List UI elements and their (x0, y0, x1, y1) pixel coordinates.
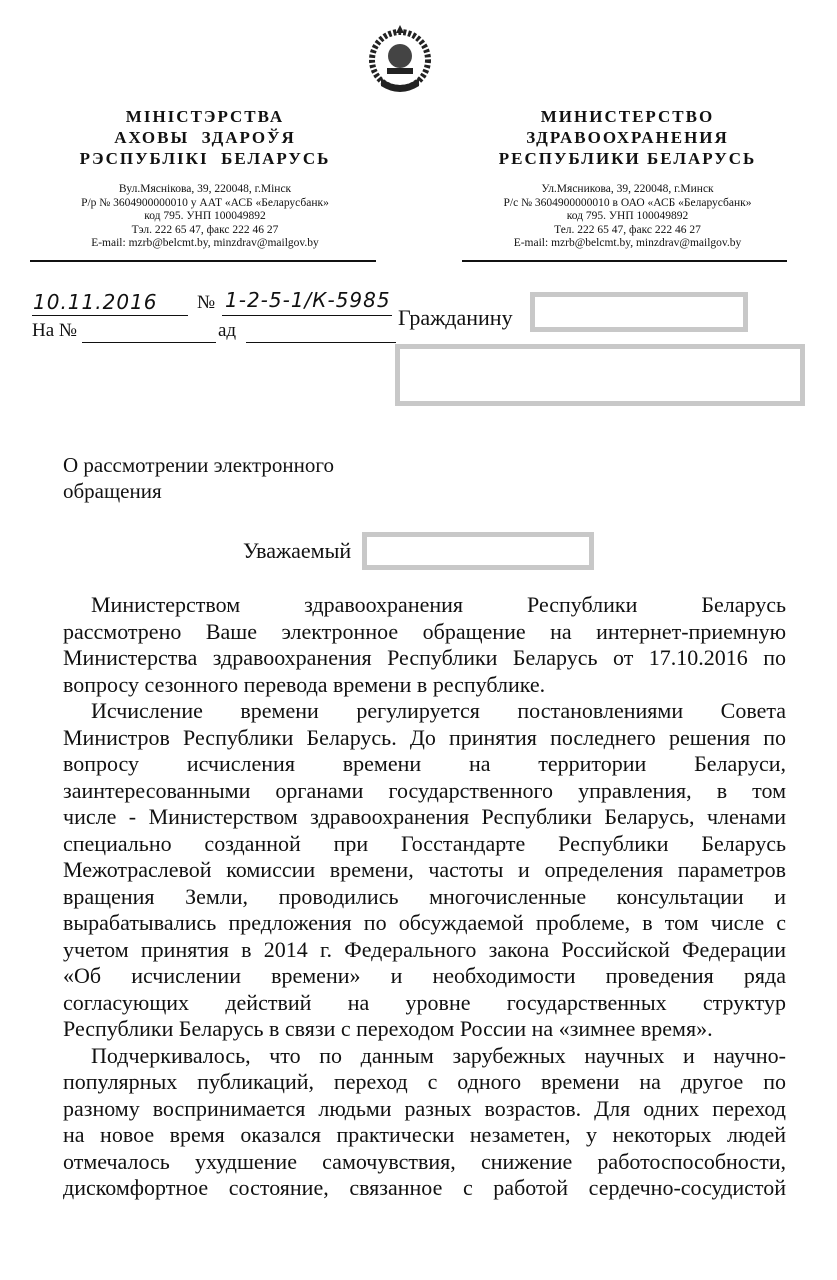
title-line: РЕСПУБЛИКИ БЕЛАРУСЬ (498, 149, 757, 168)
body-line: вращения Земли, проводились многочисленные консультации и (63, 883, 786, 909)
letter-date: 10.11.2016 (33, 290, 158, 314)
reply-date-underline (246, 341, 396, 343)
body-line: Республики Беларусь в связи с переходом России на «зимнее время». (63, 1016, 713, 1041)
body-line: Подчеркивалось, что по данным зарубежных научных и научно- (91, 1042, 786, 1068)
header-divider-left (30, 260, 376, 262)
title-line: МІНІСТЭРСТВА (125, 107, 285, 126)
title-line: АХОВЫ ЗДАРОЎЯ (114, 128, 296, 147)
address-line: Тел. 222 65 47, факс 222 46 27 (554, 223, 701, 236)
state-emblem-icon (367, 20, 433, 100)
body-line: вопросу исчисления времени на территории Беларуси, (63, 751, 786, 776)
reply-number-underline (82, 341, 216, 343)
address-block-ru (455, 183, 800, 251)
body-line: Исчисление времени регулируется постановлениями Совета (91, 698, 786, 723)
number-label: № (197, 292, 216, 313)
reply-date-label: ад (218, 320, 237, 341)
redacted-address (395, 344, 805, 406)
body-line: вырабатывались предложения по обсуждаемой проблеме, в том числе с (63, 910, 786, 935)
letter-number: 1-2-5-1/К-5985 (225, 288, 391, 312)
address-line: код 795. УНП 100049892 (566, 210, 689, 222)
subject-line: обращения (63, 479, 162, 503)
address-block-by (40, 183, 370, 251)
body-line: вопросу сезонного перевода времени в республике. (63, 671, 546, 697)
redacted-name (530, 292, 748, 332)
header-belarusian (40, 106, 370, 251)
body-line: Министерства здравоохранения Республики Беларусь от 17.10.2016 по (63, 645, 786, 670)
title-line: ЗДРАВООХРАНЕНИЯ (526, 128, 729, 147)
body-line: на новое время оказался практически незаметен, у некоторых людей (63, 1122, 786, 1147)
body-line: числе - Министерством здравоохранения Республики Беларусь, членами (63, 804, 786, 829)
address-line: код 795. УНП 100049892 (144, 210, 266, 222)
body-line: разному воспринимается людьми разных возрастов. Для одних переход (63, 1095, 786, 1121)
body-line: Министерством здравоохранения Республики Беларусь (91, 592, 786, 617)
body-line: «Об исчислении времени» и необходимости проведения ряда (63, 963, 786, 988)
address-line: Ул.Мясникова, 39, 220048, г.Минск (541, 183, 714, 195)
addressee-label: Гражданину (398, 305, 513, 330)
address-line: Вул.Мяснікова, 39, 220048, г.Мінск (118, 183, 292, 195)
number-underline (222, 314, 392, 316)
body-line: дискомфортное состояние, связанное с работой сердечно-сосудистой (63, 1175, 786, 1200)
body-line: Министров Республики Беларусь. До принятия последнего решения по (63, 724, 786, 750)
body-line: учетом принятия в 2014 г. Федерального закона Российской Федерации (63, 936, 786, 962)
email-line: E-mail: mzrb@belcmt.by, minzdrav@mailgov.by (91, 237, 319, 249)
header-russian (455, 106, 800, 251)
address-line: Тэл. 222 65 47, факс 222 46 27 (131, 223, 279, 236)
body-line: заинтересованными органами государственного управления, в том (63, 777, 786, 803)
address-line: Р/р № 3604900000010 у ААТ «АСБ «Беларусбанк» (81, 196, 329, 209)
subject (63, 452, 334, 504)
body-line: специально созданной при Госстандарте Республики Беларусь (63, 830, 786, 856)
redacted-greeting-name (362, 532, 594, 570)
body-line: рассмотрено Ваше электронное обращение на интернет-приемную (63, 618, 786, 644)
subject-line: О рассмотрении электронного (63, 453, 334, 477)
body-line: популярных публикаций, переход с одного времени на другое по (63, 1069, 786, 1094)
title-line: РЭСПУБЛІКІ БЕЛАРУСЬ (79, 149, 331, 168)
reply-to-label: На № (32, 320, 78, 341)
ministry-name-ru (455, 106, 800, 169)
title-line: МИНИСТЕРСТВО (540, 107, 715, 126)
email-line: E-mail: mzrb@belcmt.by, minzdrav@mailgov.by (513, 237, 742, 249)
body-line: согласующих действий на уровне государственных структур (63, 989, 786, 1015)
greeting: Уважаемый (243, 538, 352, 563)
date-underline (32, 314, 188, 316)
header-divider-right (462, 260, 787, 262)
ministry-name-by (40, 106, 370, 169)
address-line: Р/с № 3604900000010 в ОАО «АСБ «Беларусбанк» (503, 196, 752, 209)
letter-body (63, 592, 786, 1202)
body-line: отмечалось ухудшение самочувствия, снижение работоспособности, (63, 1148, 786, 1174)
body-line: Межотраслевой комиссии времени, частоты и определения параметров (63, 857, 786, 882)
